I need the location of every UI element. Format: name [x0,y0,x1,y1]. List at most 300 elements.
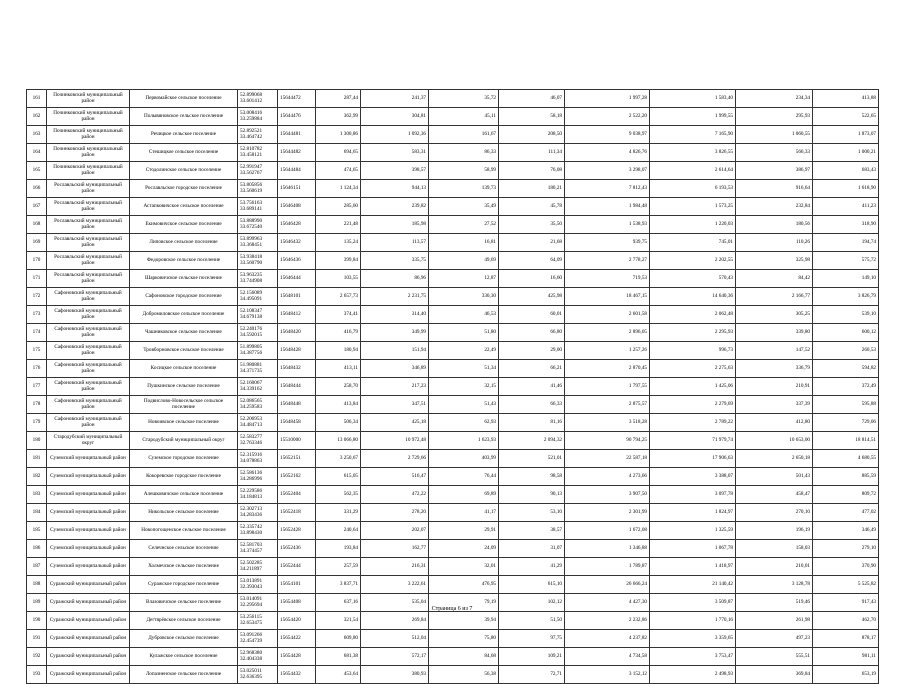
cell-value-1: 474,65 [316,162,361,180]
cell-oktmo-code: 15654422 [278,630,316,648]
cell-coordinates: 52.315916 34.078863 [238,450,278,468]
table-row [27,108,879,126]
cell-value-7: 412,80 [736,414,813,432]
cell-oktmo-code: 15644484 [278,162,316,180]
cell-value-4: 16,60 [499,270,565,288]
cell-settlement-name: Суражское городское поселение [130,576,238,594]
table-row [27,468,879,486]
cell-row-number: 167 [27,198,47,216]
cell-coordinates: 52.810782 33.458121 [238,144,278,162]
cell-value-8: 318,90 [813,216,879,234]
cell-row-number: 163 [27,126,47,144]
cell-value-1: 362,99 [316,108,361,126]
cell-value-8: 878,17 [813,630,879,648]
cell-value-6: 2 279,69 [650,396,736,414]
cell-row-number: 161 [27,90,47,108]
cell-coordinates: 53.008416 33.259884 [238,108,278,126]
cell-value-2: 516,47 [361,468,429,486]
cell-oktmo-code: 15510000 [278,432,316,450]
cell-oktmo-code: 15654420 [278,612,316,630]
cell-row-number: 181 [27,450,47,468]
cell-value-3: 69,89 [429,486,499,504]
cell-value-1: 321,54 [316,612,361,630]
cell-district-name: Сафоновский муниципальный район [47,324,130,342]
cell-settlement-name: Новопогощенское сельское поселение [130,522,238,540]
cell-value-4: 53,10 [499,504,565,522]
cell-row-number: 169 [27,234,47,252]
cell-value-3: 51,80 [429,324,499,342]
cell-value-2: 202,07 [361,522,429,540]
cell-settlement-name: Никольское сельское поселение [130,504,238,522]
cell-oktmo-code: 15644482 [278,144,316,162]
cell-district-name: Суземский муниципальный район [47,486,130,504]
cell-value-3: 35,49 [429,198,499,216]
cell-value-3: 49,69 [429,252,499,270]
cell-value-7: 325,98 [736,252,813,270]
cell-value-5: 1 257,26 [565,342,650,360]
cell-value-2: 398,57 [361,162,429,180]
cell-value-8: 1 873,07 [813,126,879,144]
cell-coordinates: 52.086565 34.259583 [238,396,278,414]
cell-value-5: 1 346,88 [565,540,650,558]
cell-value-1: 180,94 [316,342,361,360]
table-row [27,126,879,144]
cell-settlement-name: Кокоревское городское поселение [130,468,238,486]
cell-row-number: 178 [27,396,47,414]
cell-district-name: Рославльский муниципальный район [47,216,130,234]
cell-value-2: 217,23 [361,378,429,396]
cell-value-2: 269,84 [361,612,429,630]
cell-value-7: 458,47 [736,486,813,504]
cell-value-6: 2 202,55 [650,252,736,270]
cell-settlement-name: Шарковичское сельское поселение [130,270,238,288]
cell-value-5: 7 812,43 [565,180,650,198]
cell-value-7: 386,97 [736,162,813,180]
cell-value-2: 583,31 [361,144,429,162]
cell-value-5: 1 789,87 [565,558,650,576]
cell-district-name: Стародубский муниципальный округ [47,432,130,450]
cell-settlement-name: Чашниковское сельское поселение [130,324,238,342]
cell-value-4: 97,75 [499,630,565,648]
cell-district-name: Суражский муниципальный район [47,576,130,594]
cell-value-4: 90,13 [499,486,565,504]
cell-value-2: 535,04 [361,594,429,612]
cell-settlement-name: Стешицкое сельское поселение [130,144,238,162]
cell-settlement-name: Алешковичское сельское поселение [130,486,238,504]
cell-value-7: 210,91 [736,378,813,396]
cell-district-name: Рославльский муниципальный район [47,180,130,198]
cell-value-3: 62,93 [429,414,499,432]
cell-district-name: Суземский муниципальный район [47,504,130,522]
cell-value-3: 330,30 [429,288,499,306]
cell-district-name: Сафоновский муниципальный район [47,342,130,360]
cell-value-1: 694,65 [316,144,361,162]
cell-oktmo-code: 15646444 [278,270,316,288]
table-row [27,198,879,216]
table-row [27,270,879,288]
cell-value-4: 615,10 [499,576,565,594]
cell-oktmo-code: 15652428 [278,522,316,540]
cell-value-1: 221,48 [316,216,361,234]
cell-coordinates: 52.160067 34.339162 [238,378,278,396]
cell-value-6: 1 824,97 [650,504,736,522]
cell-value-3: 56,38 [429,666,499,684]
cell-coordinates: 53.938418 33.560790 [238,252,278,270]
cell-value-7: 261,98 [736,612,813,630]
table-row [27,306,879,324]
cell-oktmo-code: 15644481 [278,126,316,144]
cell-coordinates: 52.229586 34.184813 [238,486,278,504]
cell-value-3: 27,52 [429,216,499,234]
cell-value-5: 2 301,99 [565,504,650,522]
cell-district-name: Суражский муниципальный район [47,648,130,666]
cell-coordinates: 53.805856 33.560619 [238,180,278,198]
cell-value-6: 3 509,87 [650,594,736,612]
cell-value-5: 4 826,76 [565,144,650,162]
cell-value-6: 1 573,25 [650,198,736,216]
cell-value-5: 2 601,58 [565,306,650,324]
cell-value-8: 917,43 [813,594,879,612]
cell-value-7: 336,79 [736,360,813,378]
cell-value-1: 416,79 [316,324,361,342]
cell-value-1: 413,11 [316,360,361,378]
table-row [27,378,879,396]
cell-value-8: 683,43 [813,162,879,180]
cell-value-6: 2 275,63 [650,360,736,378]
cell-value-7: 180,56 [736,216,813,234]
cell-value-6: 1 583,40 [650,90,736,108]
cell-coordinates: 53.888990 33.672540 [238,216,278,234]
cell-row-number: 193 [27,666,47,684]
cell-value-3: 35,72 [429,90,499,108]
cell-value-5: 719,53 [565,270,650,288]
table-row [27,234,879,252]
cell-row-number: 171 [27,270,47,288]
table-row [27,576,879,594]
cell-value-4: 60,01 [499,306,565,324]
cell-settlement-name: Селечнское сельское поселение [130,540,238,558]
table-row [27,396,879,414]
cell-value-6: 1 418,97 [650,558,736,576]
cell-district-name: Сафоновский муниципальный район [47,360,130,378]
cell-coordinates: 52.892521 33.464742 [238,126,278,144]
cell-settlement-name: Пушкинское сельское поселение [130,378,238,396]
cell-oktmo-code: 15646408 [278,198,316,216]
cell-value-2: 151,94 [361,342,429,360]
cell-value-2: 380,93 [361,666,429,684]
cell-value-8: 4 680,55 [813,450,879,468]
cell-value-8: 462,70 [813,612,879,630]
cell-coordinates: 52.240176 34.592015 [238,324,278,342]
cell-value-7: 234,34 [736,90,813,108]
cell-value-7: 232,84 [736,198,813,216]
cell-value-3: 29,91 [429,522,499,540]
cell-coordinates: 52.586136 34.286996 [238,468,278,486]
cell-settlement-name: Полывяновское сельское поселение [130,108,238,126]
cell-value-1: 1 300,86 [316,126,361,144]
cell-value-1: 681,38 [316,648,361,666]
cell-value-6: 3 753,47 [650,648,736,666]
cell-settlement-name: Речицкое сельское поселение [130,126,238,144]
table-row [27,612,879,630]
table-row [27,414,879,432]
cell-value-7: 158,03 [736,540,813,558]
cell-value-1: 637,16 [316,594,361,612]
cell-value-1: 3 837,71 [316,576,361,594]
cell-value-2: 278,20 [361,504,429,522]
cell-row-number: 192 [27,648,47,666]
cell-value-7: 295,93 [736,108,813,126]
cell-oktmo-code: 15654432 [278,666,316,684]
cell-value-3: 75,80 [429,630,499,648]
cell-value-1: 413,84 [316,396,361,414]
cell-value-7: 210,01 [736,558,813,576]
cell-district-name: Суражский муниципальный район [47,666,130,684]
table-row [27,630,879,648]
cell-row-number: 170 [27,252,47,270]
cell-oktmo-code: 15654408 [278,594,316,612]
cell-value-4: 66,21 [499,360,565,378]
cell-row-number: 189 [27,594,47,612]
cell-value-4: 98,58 [499,468,565,486]
cell-row-number: 162 [27,108,47,126]
cell-row-number: 173 [27,306,47,324]
page-number: Страница 6 из 7 [431,606,473,612]
cell-value-7: 497,23 [736,630,813,648]
table-row [27,522,879,540]
cell-value-4: 425,98 [499,288,565,306]
cell-value-4: 41,29 [499,558,565,576]
cell-value-4: 66,80 [499,324,565,342]
table-row [27,558,879,576]
cell-value-5: 4 237,82 [565,630,650,648]
cell-value-8: 346,49 [813,522,879,540]
cell-value-3: 51,43 [429,396,499,414]
cell-settlement-name: Новоивское сельское поселение [130,414,238,432]
cell-value-6: 1 999,55 [650,108,736,126]
cell-value-5: 939,75 [565,234,650,252]
cell-value-3: 476,95 [429,576,499,594]
table-row [27,432,879,450]
cell-value-4: 81,16 [499,414,565,432]
cell-value-5: 2 875,57 [565,396,650,414]
cell-value-1: 2 657,73 [316,288,361,306]
cell-value-1: 399,84 [316,252,361,270]
table-row [27,252,879,270]
cell-district-name: Суражский муниципальный район [47,594,130,612]
cell-value-5: 2 778,27 [565,252,650,270]
cell-coordinates: 53.756163 33.689141 [238,198,278,216]
cell-row-number: 168 [27,216,47,234]
cell-value-3: 58,99 [429,162,499,180]
cell-value-2: 113,57 [361,234,429,252]
cell-district-name: Рославльский муниципальный район [47,252,130,270]
cell-coordinates: 53.014091 32.295694 [238,594,278,612]
table-row [27,90,879,108]
cell-value-4: 66,33 [499,396,565,414]
cell-value-8: 411,23 [813,198,879,216]
table-row [27,666,879,684]
cell-oktmo-code: 15648428 [278,342,316,360]
cell-value-2: 346,89 [361,360,429,378]
cell-value-4: 58,18 [499,108,565,126]
cell-oktmo-code: 15646436 [278,252,316,270]
cell-row-number: 188 [27,576,47,594]
cell-value-7: 147,52 [736,342,813,360]
cell-value-2: 2 231,75 [361,288,429,306]
cell-value-8: 279,10 [813,540,879,558]
cell-row-number: 184 [27,504,47,522]
table-row [27,180,879,198]
cell-value-3: 16,81 [429,234,499,252]
cell-value-4: 35,50 [499,216,565,234]
cell-value-7: 339,80 [736,324,813,342]
cell-district-name: Починковский муниципальный район [47,144,130,162]
cell-value-2: 349,99 [361,324,429,342]
cell-value-1: 3 250,67 [316,450,361,468]
cell-oktmo-code: 15654428 [278,648,316,666]
cell-value-4: 111,34 [499,144,565,162]
cell-value-3: 403,99 [429,450,499,468]
cell-value-8: 370,90 [813,558,879,576]
cell-settlement-name: Суземское городское поселение [130,450,238,468]
cell-value-5: 3 298,07 [565,162,650,180]
cell-value-4: 180,21 [499,180,565,198]
cell-value-1: 240,64 [316,522,361,540]
cell-value-6: 3 826,55 [650,144,736,162]
cell-coordinates: 53.256115 32.653475 [238,612,278,630]
cell-value-2: 239,82 [361,198,429,216]
cell-value-3: 86,33 [429,144,499,162]
cell-value-6: 1 220,03 [650,216,736,234]
cell-oktmo-code: 15646428 [278,216,316,234]
cell-value-2: 86,96 [361,270,429,288]
cell-value-7: 555,51 [736,648,813,666]
cell-coordinates: 52.502285 34.211897 [238,558,278,576]
cell-value-8: 595,88 [813,396,879,414]
cell-value-2: 3 222,61 [361,576,429,594]
cell-value-7: 196,19 [736,522,813,540]
cell-coordinates: 51.980881 34.371735 [238,360,278,378]
cell-settlement-name: Подвислово-Новосельское сельское поселение [130,396,238,414]
cell-value-4: 64,09 [499,252,565,270]
cell-value-5: 2 870,45 [565,360,650,378]
cell-value-5: 9 038,97 [565,126,650,144]
cell-value-2: 314,40 [361,306,429,324]
cell-value-5: 2 896,05 [565,324,650,342]
cell-coordinates: 52.968380 32.404338 [238,648,278,666]
table-row [27,504,879,522]
cell-value-3: 51,34 [429,360,499,378]
cell-coordinates: 53.091266 32.454739 [238,630,278,648]
cell-row-number: 165 [27,162,47,180]
cell-row-number: 183 [27,486,47,504]
cell-value-8: 18 814,51 [813,432,879,450]
cell-value-5: 4 427,30 [565,594,650,612]
cell-value-8: 5 525,82 [813,576,879,594]
cell-value-3: 32,01 [429,558,499,576]
cell-row-number: 180 [27,432,47,450]
cell-value-6: 14 640,36 [650,288,736,306]
cell-value-4: 29,00 [499,342,565,360]
cell-value-8: 477,02 [813,504,879,522]
cell-value-7: 10 653,00 [736,432,813,450]
cell-value-2: 512,04 [361,630,429,648]
cell-settlement-name: Добромиловское сельское поселение [130,306,238,324]
cell-value-7: 916,64 [736,180,813,198]
cell-row-number: 186 [27,540,47,558]
cell-coordinates: 52.991947 33.562767 [238,162,278,180]
cell-oktmo-code: 15652436 [278,540,316,558]
cell-value-3: 22,49 [429,342,499,360]
cell-district-name: Рославльский муниципальный район [47,234,130,252]
cell-value-4: 31,07 [499,540,565,558]
cell-value-5: 18 467,15 [565,288,650,306]
cell-oktmo-code: 15652418 [278,504,316,522]
table-row [27,324,879,342]
cell-row-number: 176 [27,360,47,378]
cell-value-2: 1 092,36 [361,126,429,144]
cell-value-5: 2 522,20 [565,108,650,126]
cell-value-1: 331,29 [316,504,361,522]
cell-value-7: 501,43 [736,468,813,486]
cell-value-4: 41,46 [499,378,565,396]
cell-settlement-name: Сафоновское городское поселение [130,288,238,306]
cell-value-7: 337,39 [736,396,813,414]
cell-value-1: 257,59 [316,558,361,576]
cell-value-3: 12,87 [429,270,499,288]
cell-value-5: 26 666,24 [565,576,650,594]
cell-coordinates: 52.302713 34.283436 [238,504,278,522]
cell-district-name: Суземский муниципальный район [47,450,130,468]
cell-value-8: 413,88 [813,90,879,108]
cell-value-4: 21,68 [499,234,565,252]
cell-value-8: 653,19 [813,666,879,684]
cell-district-name: Суземский муниципальный район [47,540,130,558]
cell-district-name: Починковский муниципальный район [47,90,130,108]
cell-value-2: 335,75 [361,252,429,270]
cell-value-8: 194,74 [813,234,879,252]
cell-value-8: 372,49 [813,378,879,396]
cell-value-4: 46,07 [499,90,565,108]
cell-value-8: 594,82 [813,360,879,378]
cell-coordinates: 52.583277 32.763346 [238,432,278,450]
cell-settlement-name: Первомайское сельское поселение [130,90,238,108]
cell-coordinates: 52.156089 34.495091 [238,288,278,306]
cell-district-name: Суземский муниципальный район [47,558,130,576]
cell-coordinates: 53.013891 32.393043 [238,576,278,594]
cell-value-2: 425,18 [361,414,429,432]
cell-value-8: 539,10 [813,306,879,324]
cell-row-number: 177 [27,378,47,396]
cell-value-6: 996,73 [650,342,736,360]
cell-value-3: 41,17 [429,504,499,522]
cell-settlement-name: Стодолинское сельское поселение [130,162,238,180]
cell-value-6: 3 359,65 [650,630,736,648]
cell-oktmo-code: 15648444 [278,378,316,396]
cell-value-3: 45,11 [429,108,499,126]
cell-row-number: 182 [27,468,47,486]
cell-coordinates: 52.206953 34.484713 [238,414,278,432]
cell-value-6: 2 498,93 [650,666,736,684]
cell-district-name: Сафоновский муниципальный район [47,306,130,324]
cell-district-name: Суражский муниципальный район [47,612,130,630]
cell-value-6: 2 062,48 [650,306,736,324]
table-row [27,648,879,666]
cell-value-6: 71 979,74 [650,432,736,450]
cell-row-number: 175 [27,342,47,360]
cell-value-7: 3 128,78 [736,576,813,594]
